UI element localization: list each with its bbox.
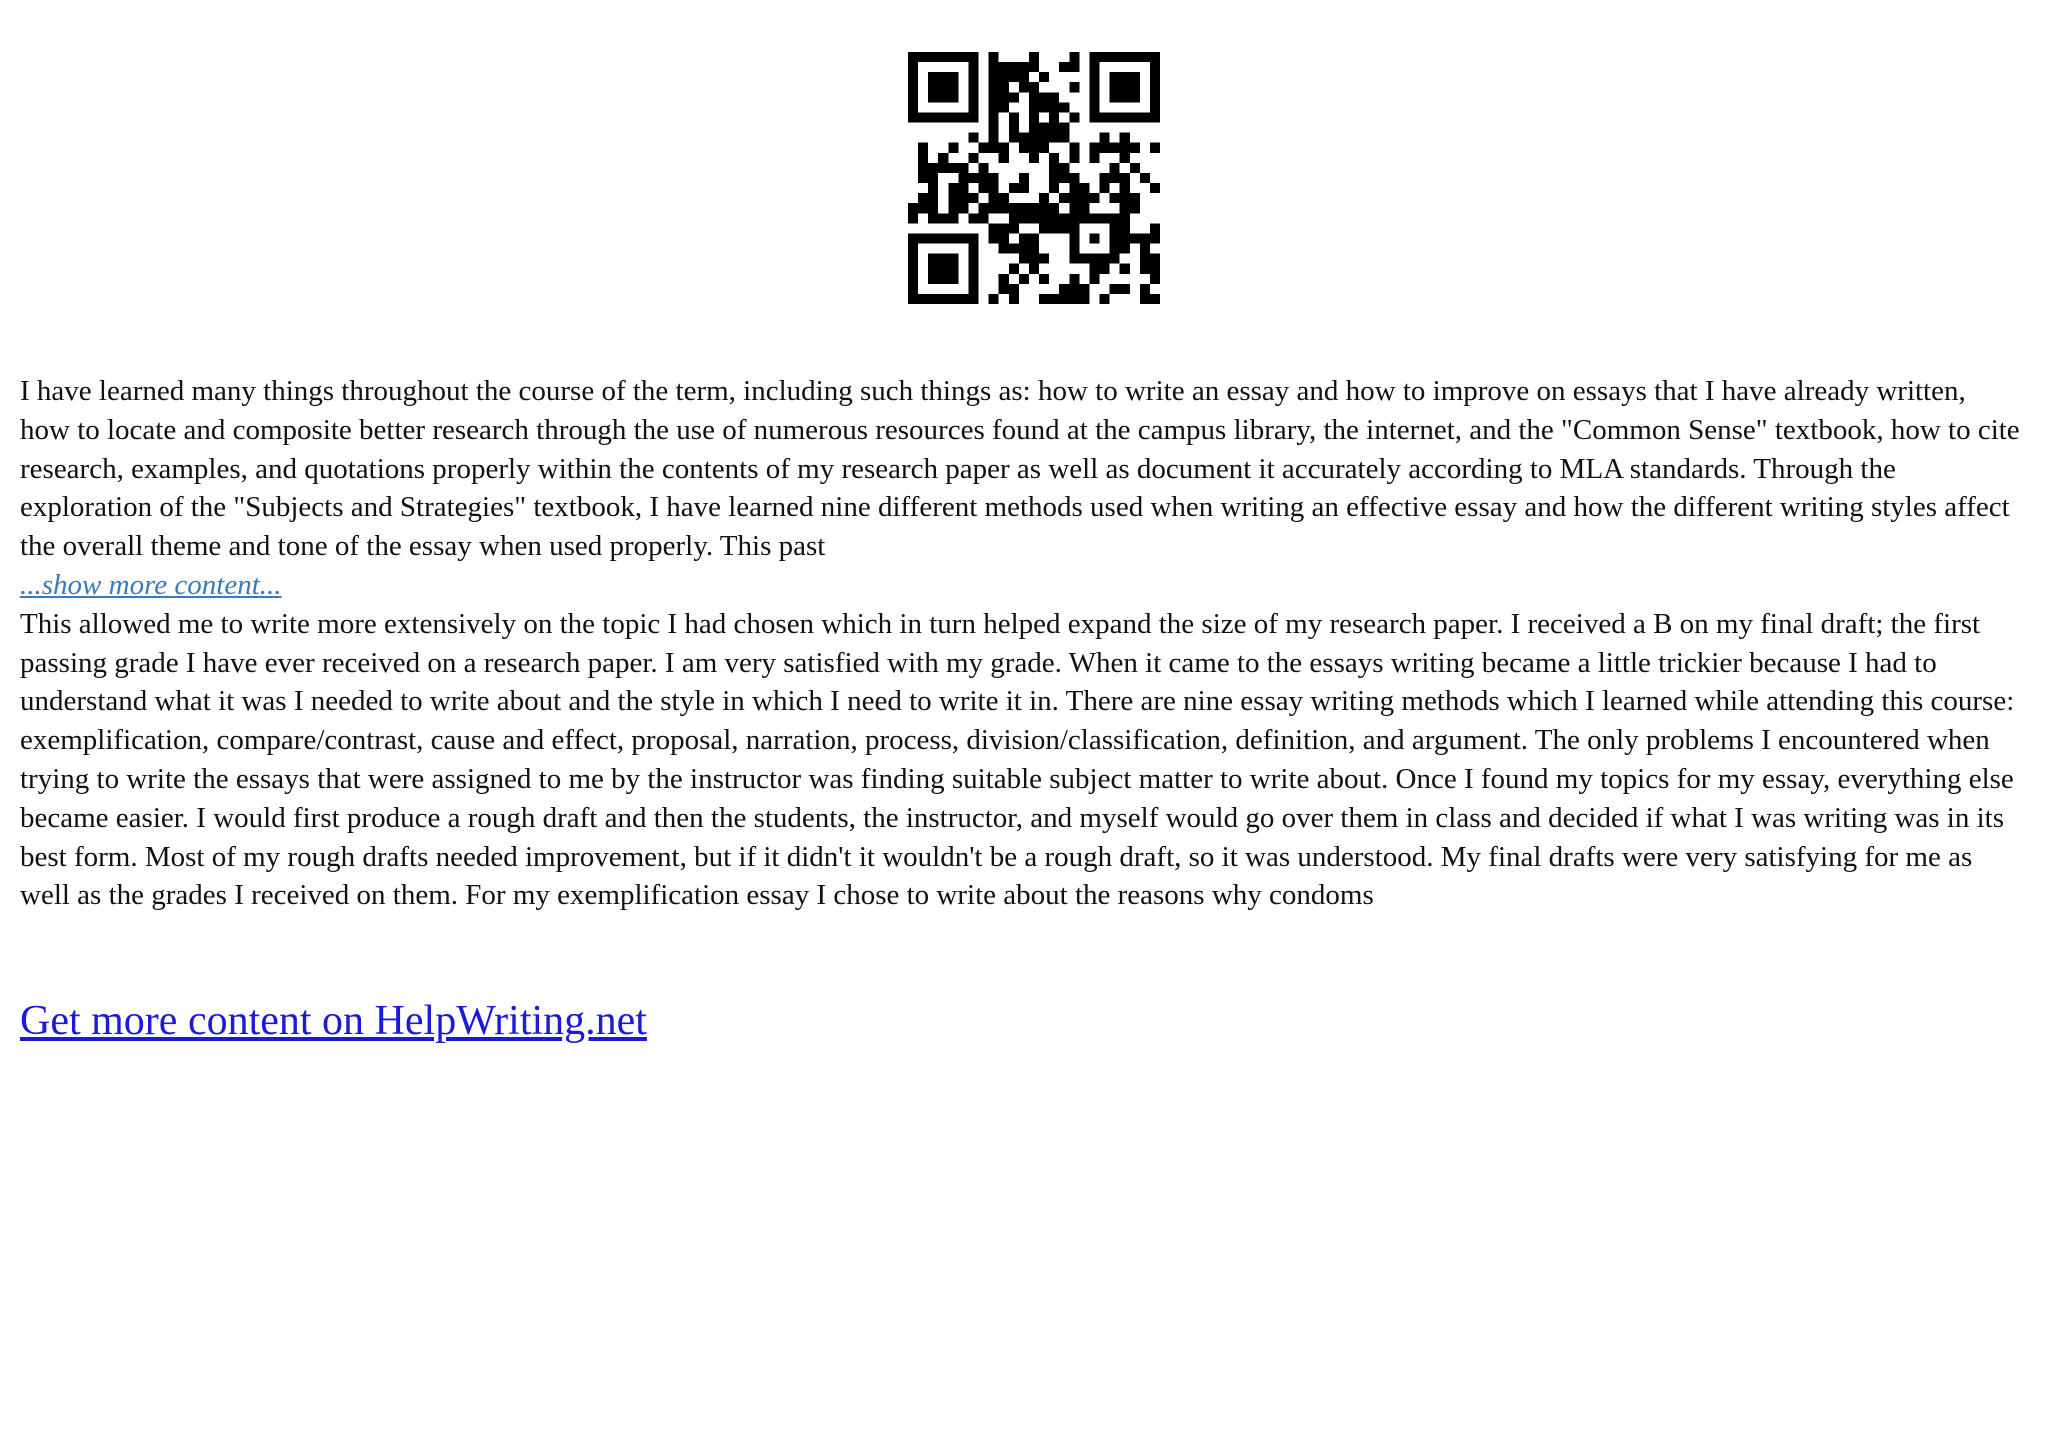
essay-paragraph-2: This allowed me to write more extensively on the topic I had chosen which in turn helped expand the size of my research paper. I received a B on my final draft; the first passing grade I have ever received on a research paper. I am very satisfied with my grade. When it came to the essays writing became a little trickier because I had to understand what it was I needed to write about and the style in which I need to write it in. There are nine essay writing methods which I learned while attending this course: exemplification, compare/contrast, cause and effect, proposal, narration, process, division/classification, definition, and argument. The only problems I encountered when trying to write the essays that were assigned to me by the instructor was finding suitable subject matter to write about. Once I found my topics for my essay, everything else became easier. I would first produce a rough draft and then the students, the instructor, and myself would go over them in class and decided if what I was writing was in its best form. Most of my rough drafts needed improvement, but if it didn't it wouldn't be a rough draft, so it was understood. My final drafts were very satisfying for me as well as the grades I received on them. For my exemplification essay I chose to write about the reasons why condoms xyxy=(20,607,2015,912)
qr-code-graphic xyxy=(908,52,1160,304)
qr-code-icon xyxy=(908,52,1160,304)
essay-paragraph-1: I have learned many things throughout the course of the term, including such things as: how to write an essay and how to improve on essays that I have already written, how to locate and composite better research through the use of numerous resources found at the campus library, the internet, and the "Common Sense" textbook, how to cite research, examples, and quotations properly within the contents of my research paper as well as document it accurately according to MLA standards. Through the exploration of the "Subjects and Strategies" textbook, I have learned nine different methods used when writing an effective essay and how the different writing styles affect the overall theme and tone of the essay when used properly. This past xyxy=(20,375,2020,563)
show-more-link[interactable]: ...show more content... xyxy=(20,568,282,601)
get-more-content-link[interactable]: Get more content on HelpWriting.net xyxy=(20,998,647,1044)
essay-content xyxy=(20,372,2020,915)
